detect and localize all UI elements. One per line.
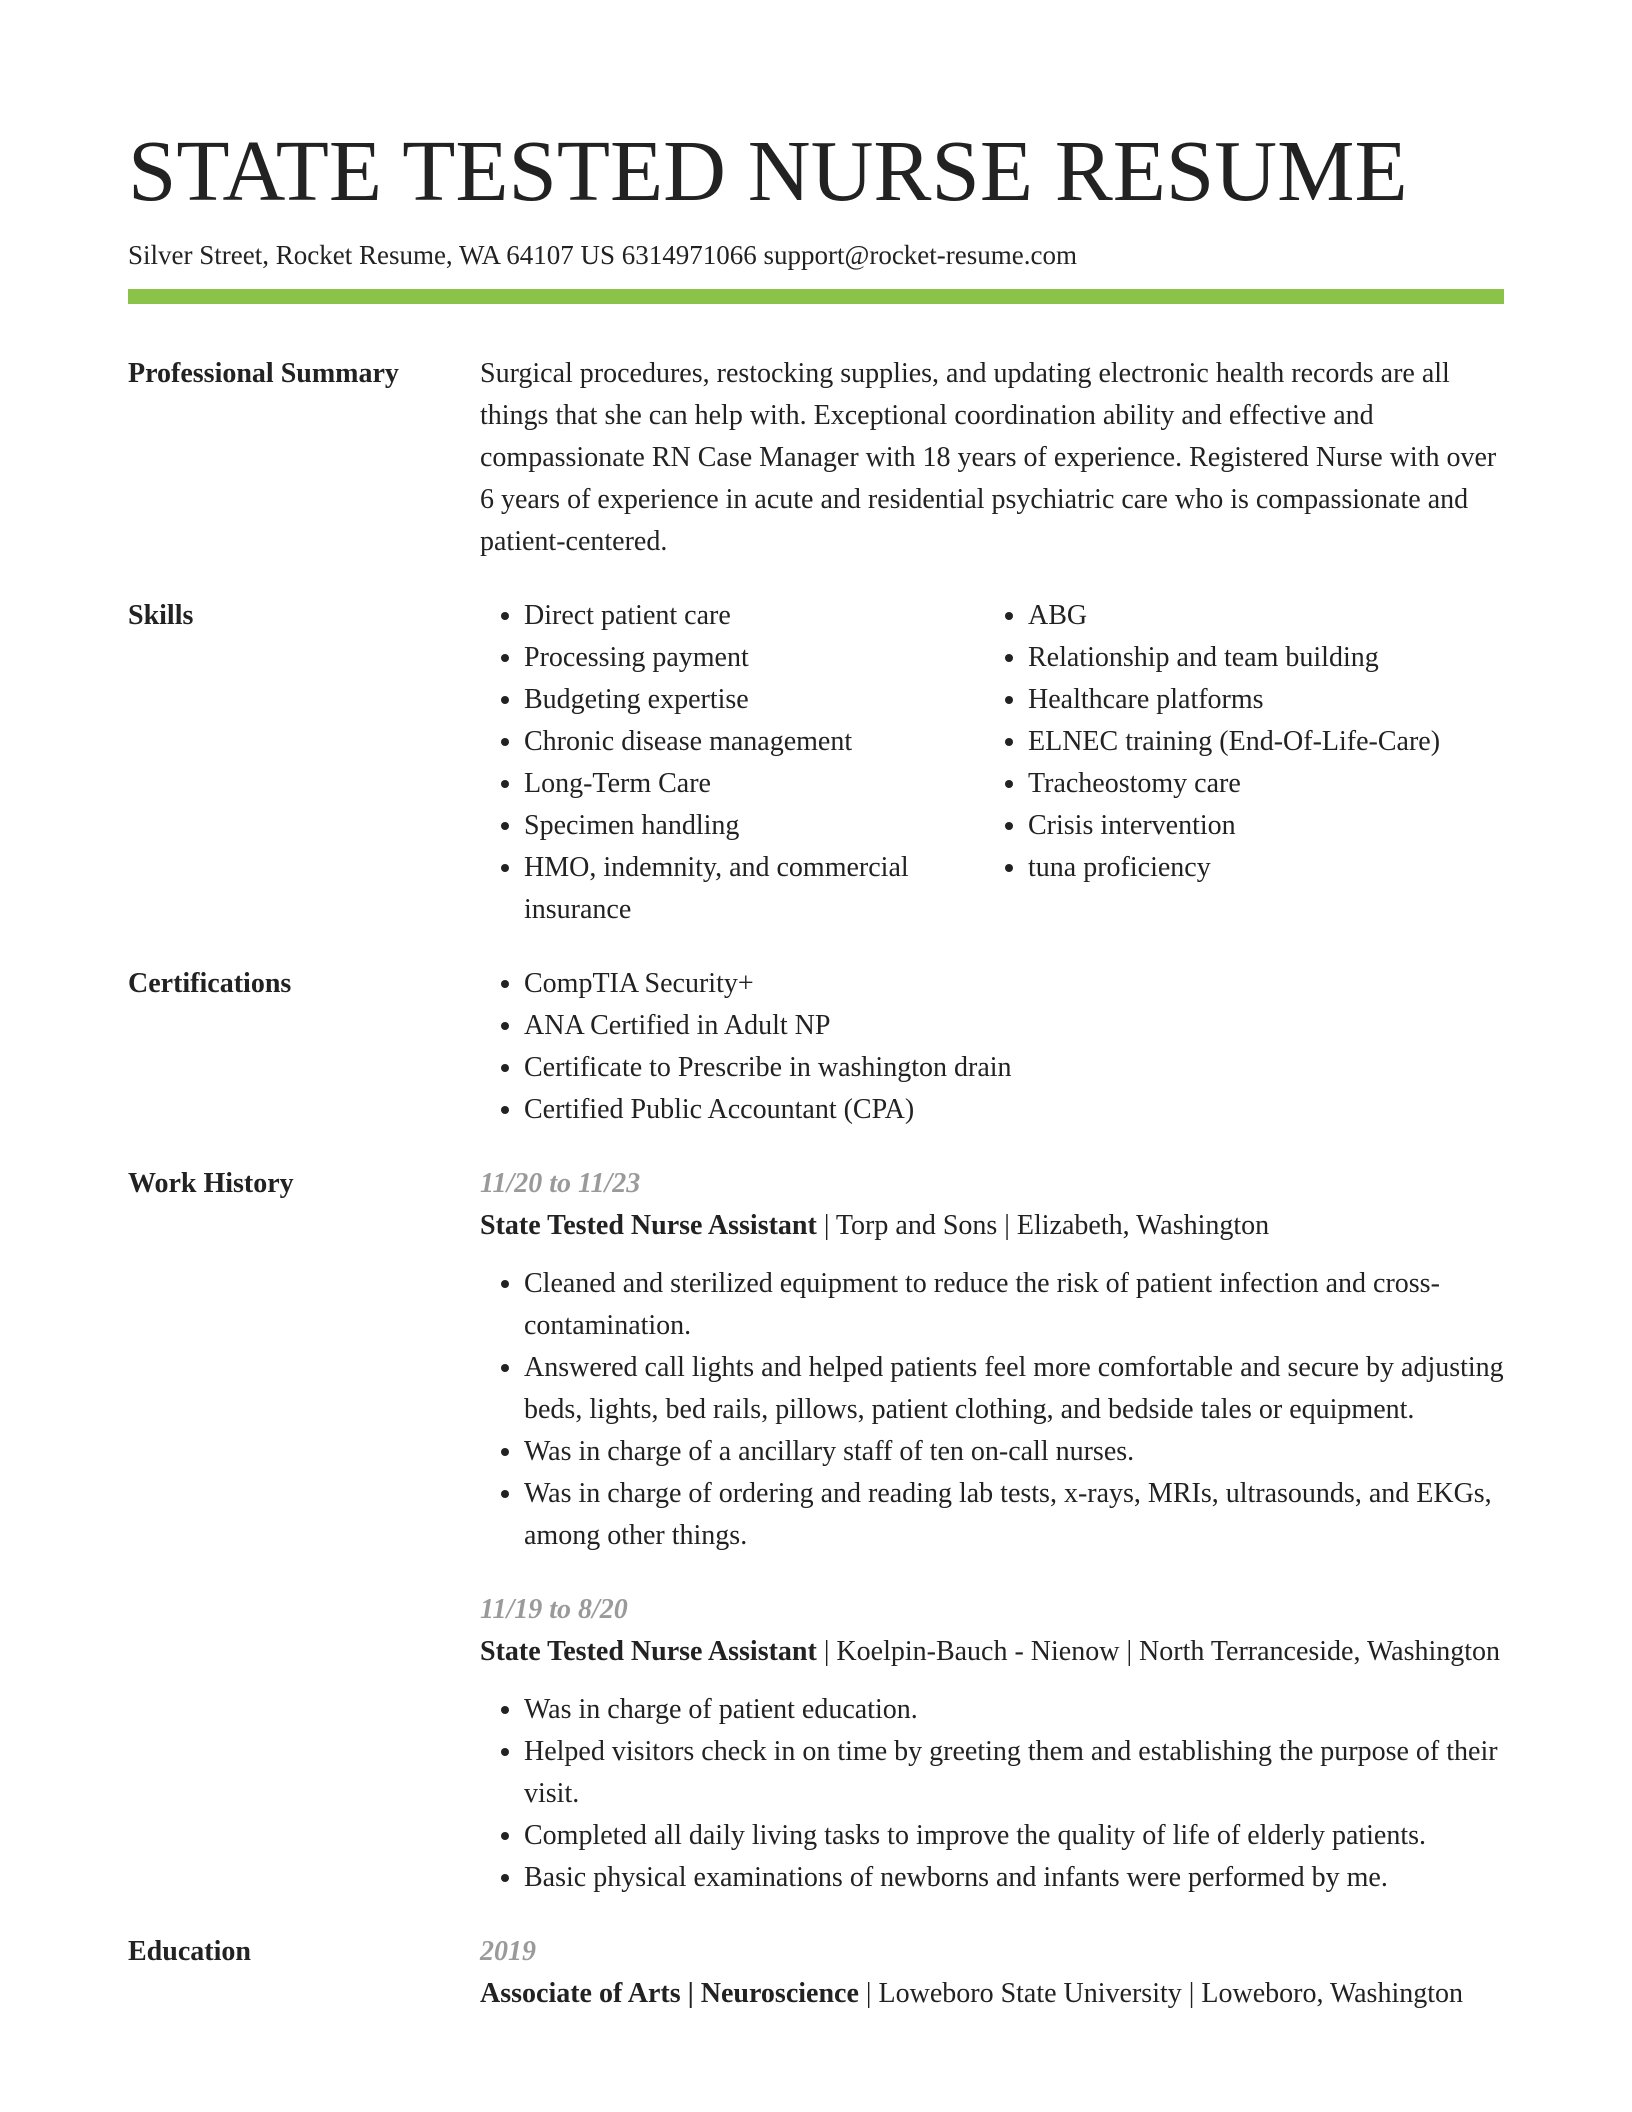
job-bullet: • Completed all daily living tasks to improve the quality of life of elderly patients.: [524, 1815, 1504, 1857]
certifications-section: [128, 963, 1504, 1131]
education-date: 2019: [480, 1936, 536, 1967]
job-details: | Koelpin-Bauch - Nienow | North Terranceside, Washington: [816, 1636, 1501, 1667]
education-details: | Loweboro State University | Loweboro, Washington: [858, 1978, 1464, 2009]
education-section: [128, 1931, 1504, 2015]
education-degree: Associate of Arts | Neuroscience: [480, 1978, 859, 2009]
summary-heading: Professional Summary: [128, 358, 399, 389]
skill-item: • Chronic disease management: [524, 721, 964, 763]
skill-item: • tuna proficiency: [1028, 847, 1444, 889]
certification-item: • CompTIA Security+: [524, 963, 1504, 1005]
job-details: | Torp and Sons | Elizabeth, Washington: [816, 1210, 1270, 1241]
job-bullet: • Was in charge of a ancillary staff of ten on-call nurses.: [524, 1431, 1504, 1473]
summary-text: Surgical procedures, restocking supplies, and updating electronic health records are all things that she can help with. Exceptional coordination ability and effective and compassionate RN Case Manager with 18 years of experience. Registered Nurse with over 6 years of experience in acute and residential psychiatric care who is compassionate and patient-centered.: [480, 358, 1497, 557]
skill-item: • ABG: [1028, 595, 1444, 637]
skill-item: • Direct patient care: [524, 595, 964, 637]
skills-heading: Skills: [128, 600, 194, 631]
certification-item: • Certificate to Prescribe in washington drain: [524, 1047, 1504, 1089]
job-bullet: • Answered call lights and helped patients feel more comfortable and secure by adjusting beds, lights, bed rails, pillows, patient clothing, and bedside tales or equipment.: [524, 1347, 1504, 1431]
skills-list-left: [480, 595, 984, 931]
job-date: 11/19 to 8/20: [480, 1594, 628, 1625]
certification-item: • ANA Certified in Adult NP: [524, 1005, 1504, 1047]
job-bullets: [480, 1263, 1504, 1557]
job-entry: [480, 1163, 1504, 1557]
skill-item: • Healthcare platforms: [1028, 679, 1444, 721]
education-heading: Education: [128, 1936, 251, 1967]
job-bullet: • Basic physical examinations of newborns and infants were performed by me.: [524, 1857, 1504, 1899]
contact-line: Silver Street, Rocket Resume, WA 64107 US 6314971066 support@rocket-resume.com: [128, 240, 1077, 270]
skill-item: • Budgeting expertise: [524, 679, 964, 721]
skill-item: • ELNEC training (End-Of-Life-Care): [1028, 721, 1444, 763]
job-date: 11/20 to 11/23: [480, 1168, 641, 1199]
skill-item: • HMO, indemnity, and commercial insurance: [524, 847, 964, 931]
skill-item: • Specimen handling: [524, 805, 964, 847]
skill-item: • Processing payment: [524, 637, 964, 679]
job-header: [480, 1631, 1504, 1673]
accent-divider: [128, 289, 1504, 304]
job-bullet: • Was in charge of ordering and reading lab tests, x-rays, MRIs, ultrasounds, and EKGs, among other things.: [524, 1473, 1504, 1557]
summary-section: [128, 353, 1504, 563]
certifications-heading: Certifications: [128, 968, 292, 999]
skills-list-right: [984, 595, 1444, 931]
skill-item: • Tracheostomy care: [1028, 763, 1444, 805]
job-bullet: • Cleaned and sterilized equipment to reduce the risk of patient infection and cross-contamination.: [524, 1263, 1504, 1347]
skill-item: • Long-Term Care: [524, 763, 964, 805]
skill-item: • Relationship and team building: [1028, 637, 1444, 679]
education-header: [480, 1973, 1504, 2015]
job-bullets: [480, 1689, 1504, 1899]
skill-item: • Crisis intervention: [1028, 805, 1444, 847]
job-bullet: • Was in charge of patient education.: [524, 1689, 1504, 1731]
skills-section: [128, 595, 1504, 931]
job-bullet: • Helped visitors check in on time by greeting them and establishing the purpose of their visit.: [524, 1731, 1504, 1815]
job-entry: [480, 1589, 1504, 1899]
work-history-section: [128, 1163, 1504, 1899]
certifications-list: [480, 963, 1504, 1131]
job-title: State Tested Nurse Assistant: [480, 1210, 817, 1241]
work-history-heading: Work History: [128, 1168, 294, 1199]
certification-item: • Certified Public Accountant (CPA): [524, 1089, 1504, 1131]
job-title: State Tested Nurse Assistant: [480, 1636, 817, 1667]
job-header: [480, 1205, 1504, 1247]
resume-title: STATE TESTED NURSE RESUME: [128, 122, 1408, 219]
